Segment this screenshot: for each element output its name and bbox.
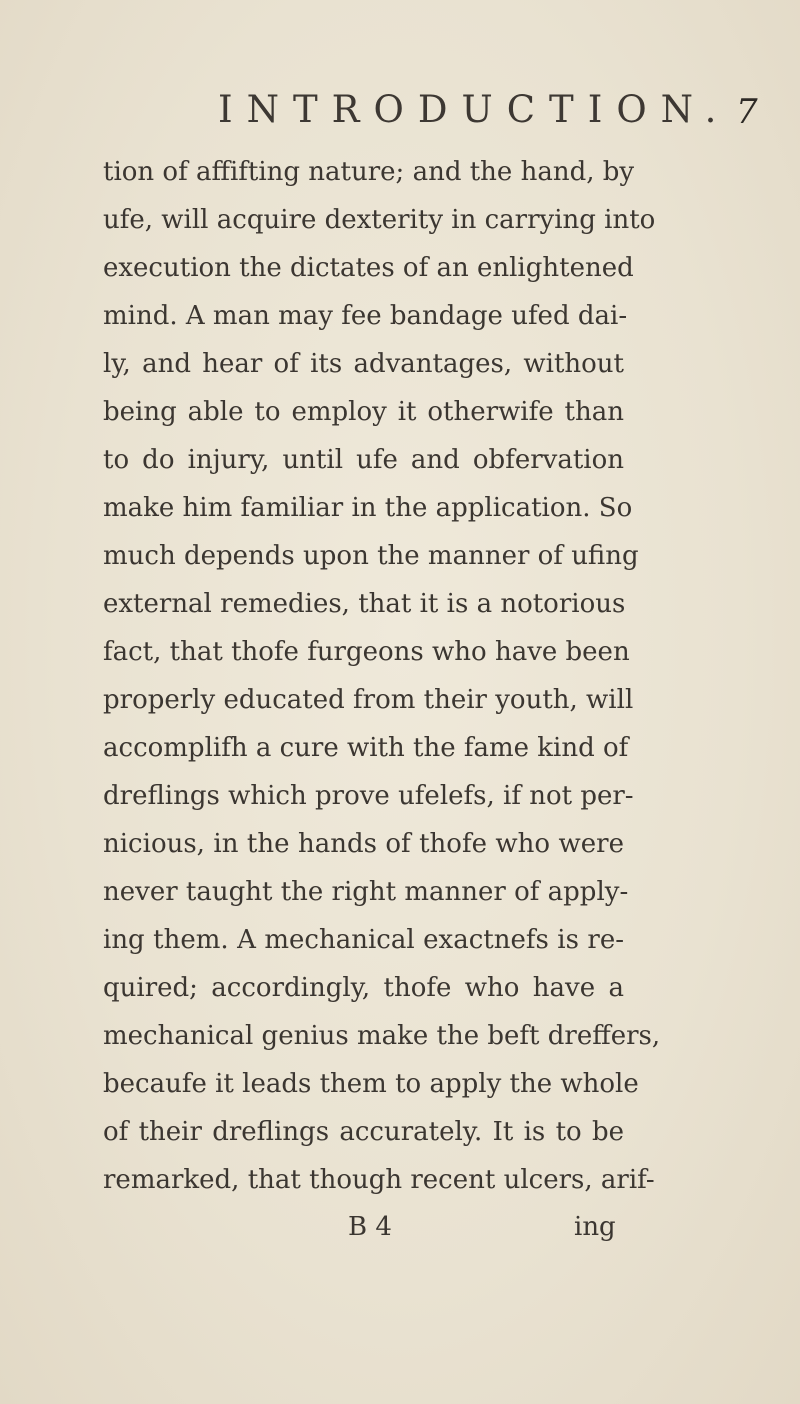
- text-line: of their dreflings accurately. It is to be: [103, 1117, 624, 1147]
- text-line: much depends upon the manner of ufing: [103, 541, 639, 571]
- text-line: properly educated from their youth, will: [103, 685, 634, 715]
- text-line: make him familiar in the application. So: [103, 493, 633, 523]
- text-line: fact, that thofe furgeons who have been: [103, 637, 630, 667]
- text-line: mechanical genius make the beft dreffers,: [103, 1021, 661, 1051]
- text-line: ing them. A mechanical exactnefs is re-: [103, 925, 624, 955]
- text-line: remarked, that though recent ulcers, arif-: [103, 1165, 655, 1195]
- signature-mark: B 4: [348, 1212, 392, 1242]
- text-line: becaufe it leads them to apply the whole: [103, 1069, 639, 1099]
- text-line: ufe, will acquire dexterity in carrying into: [103, 205, 656, 235]
- text-line: ly, and hear of its advantages, without: [103, 349, 624, 379]
- text-line: tion of affifting nature; and the hand, by: [103, 157, 635, 187]
- text-line: mind. A man may fee bandage ufed dai-: [103, 301, 628, 331]
- text-line: quired; accordingly, thofe who have a: [103, 973, 624, 1003]
- running-title: INTRODUCTION.: [218, 88, 731, 131]
- catchword: ing: [574, 1212, 616, 1242]
- text-line: never taught the right manner of apply-: [103, 877, 629, 907]
- text-line: dreflings which prove ufelefs, if not per-: [103, 781, 634, 811]
- text-line: being able to employ it otherwife than: [103, 397, 624, 427]
- text-line: nicious, in the hands of thofe who were: [103, 829, 624, 859]
- page-number: 7: [736, 92, 758, 132]
- text-line: execution the dictates of an enlightened: [103, 253, 634, 283]
- text-line: accomplifh a cure with the fame kind of: [103, 733, 629, 763]
- text-line: to do injury, until ufe and obfervation: [103, 445, 624, 475]
- text-line: external remedies, that it is a notorious: [103, 589, 626, 619]
